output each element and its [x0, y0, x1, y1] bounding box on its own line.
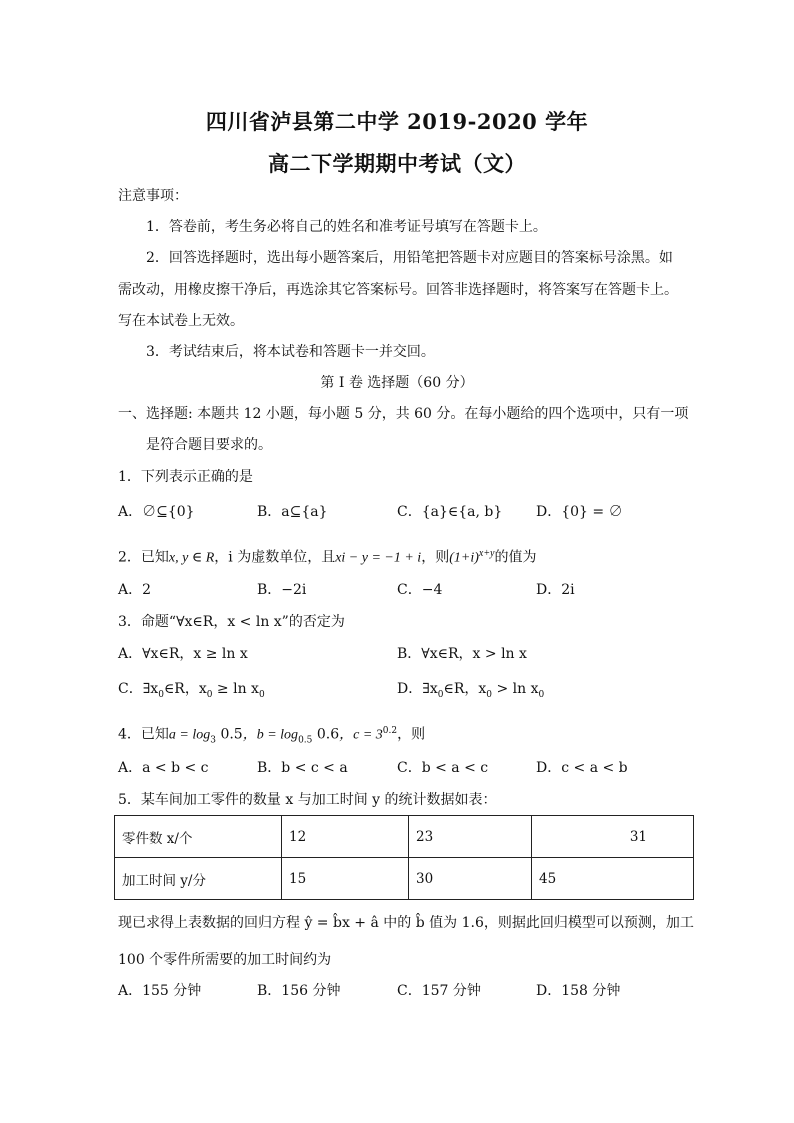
exam-subtitle: 高二下学期期中考试（文）	[268, 151, 526, 176]
table-cell: 加工时间 y/分	[115, 858, 282, 900]
notice-item-3: 3．考试结束后，将本试卷和答题卡一并交回。	[146, 344, 435, 360]
q5-data-table	[114, 815, 694, 900]
q3-d-prefix: D．∃x	[397, 681, 438, 697]
section-intro-line-2: 是符合题目要求的。	[146, 437, 272, 453]
q3-option-b: B．∀x∈R，x > ln x	[397, 646, 527, 662]
q4-stem-c-exponent: 0.2	[382, 726, 398, 736]
q4-stem-b: ，b = log	[242, 727, 299, 743]
q5-stem: 5．某车间加工零件的数量 x 与加工时间 y 的统计数据如表：	[118, 792, 497, 808]
q2-option-c: C．−4	[397, 582, 443, 598]
notice-item-1: 1．答卷前，考生务必将自己的姓名和准考证号填写在答题卡上。	[146, 219, 547, 235]
q4-option-b: B．b < c < a	[257, 760, 348, 776]
q4-stem-a-value: 0.5	[216, 726, 243, 743]
q4-stem-b-value: 0.6	[312, 726, 340, 743]
q4-option-a: A．a < b < c	[118, 760, 209, 776]
q3-d-suffix: > ln x	[492, 681, 539, 697]
q3-stem: 3．命题“∀x∈R，x < ln x”的否定为	[118, 614, 345, 630]
q3-d-mid: ∈R，x	[443, 681, 487, 697]
q1-option-c: C．{a}∈{a, b}	[397, 504, 503, 520]
q2-option-b: B．−2i	[257, 582, 307, 598]
table-row	[115, 858, 694, 900]
q4-stem-c: ，c = 3	[339, 727, 383, 743]
q5-option-d: D．158 分钟	[536, 983, 621, 999]
q2-stem-math-2: xi − y = −1 + i	[335, 550, 422, 566]
q3-c-prefix: C．∃x	[118, 681, 159, 697]
table-cell: 30	[409, 858, 532, 900]
q4-stem	[118, 721, 425, 750]
q4-stem-suffix: ，则	[397, 726, 426, 743]
q3-c-sub-1: 0	[158, 689, 164, 700]
q4-stem-a: a = log	[168, 727, 211, 743]
q4-option-c: C．b < a < c	[397, 760, 489, 776]
table-cell: 零件数 x/个	[115, 816, 282, 858]
q5-option-a: A．155 分钟	[118, 983, 202, 999]
q4-stem-a-base: 3	[210, 735, 216, 746]
q5-text-line-1: 现已求得上表数据的回归方程 ŷ = b̂x + â 中的 b̂ 值为 1.6，则据此回归模型可以预测，加工	[118, 915, 694, 931]
q2-option-a: A．2	[118, 582, 152, 598]
q3-d-sub-1: 0	[437, 689, 444, 700]
notice-item-2-line-2: 需改动，用橡皮擦干净后，再选涂其它答案标号。回答非选择题时，将答案写在答题卡上。	[118, 282, 678, 298]
table-row	[115, 816, 694, 858]
q3-option-a: A．∀x∈R，x ≥ ln x	[118, 646, 248, 662]
q3-option-c	[118, 679, 265, 705]
q5-text-line-2: 100 个零件所需要的加工时间约为	[118, 952, 332, 968]
q2-option-d: D．2i	[536, 582, 575, 598]
section-intro-line-1: 一、选择题: 本题共 12 小题，每小题 5 分，共 60 分。在每小题给的四个选项中，只有一项	[118, 406, 689, 422]
section-title: 第 I 卷 选择题（60 分）	[320, 375, 474, 391]
q2-stem-exponent: x+y	[478, 548, 495, 559]
notice-item-2-line-3: 写在本试卷上无效。	[118, 313, 244, 329]
exam-title: 四川省泸县第二中学 2019-2020 学年	[205, 109, 589, 134]
table-cell: 23	[409, 816, 532, 858]
q2-stem-mid-2: ，则	[421, 549, 450, 566]
q1-option-d: D．{0} = ∅	[536, 504, 623, 520]
q3-c-suffix: ≥ ln x	[212, 681, 259, 697]
q3-c-sub-3: 0	[258, 689, 265, 700]
q2-stem-math-3: (1+i)	[449, 550, 479, 566]
q1-option-a: A．∅⊆{0}	[118, 504, 195, 520]
q1-stem: 1．下列表示正确的是	[118, 469, 253, 485]
table-cell: 12	[282, 816, 409, 858]
q1-option-b: B．a⊆{a}	[257, 504, 328, 520]
table-cell: 15	[282, 858, 409, 900]
q2-stem	[118, 544, 537, 569]
q2-stem-prefix: 2．已知	[118, 549, 169, 566]
q4-stem-prefix: 4．已知	[118, 726, 169, 743]
table-cell: 31	[532, 816, 694, 858]
q5-option-c: C．157 分钟	[397, 983, 481, 999]
q2-stem-suffix: 的值为	[494, 549, 537, 566]
table-cell: 45	[532, 858, 694, 900]
q3-option-d	[397, 679, 544, 705]
q3-d-sub-2: 0	[486, 689, 492, 700]
q3-c-mid: ∈R，x	[163, 681, 207, 697]
q4-stem-b-base: 0.5	[298, 735, 313, 746]
notice-heading: 注意事项：	[118, 188, 188, 204]
notice-item-2-line-1: 2．回答选择题时，选出每小题答案后，用铅笔把答题卡对应题目的答案标号涂黑。如	[146, 250, 673, 266]
q5-option-b: B．156 分钟	[257, 983, 341, 999]
q4-option-d: D．c < a < b	[536, 760, 628, 776]
q3-d-sub-3: 0	[538, 689, 545, 700]
q3-c-sub-2: 0	[206, 689, 213, 700]
q2-stem-math-1: x, y ∈ R	[168, 550, 215, 566]
q2-stem-mid-1: ，i 为虚数单位，且	[214, 549, 336, 566]
